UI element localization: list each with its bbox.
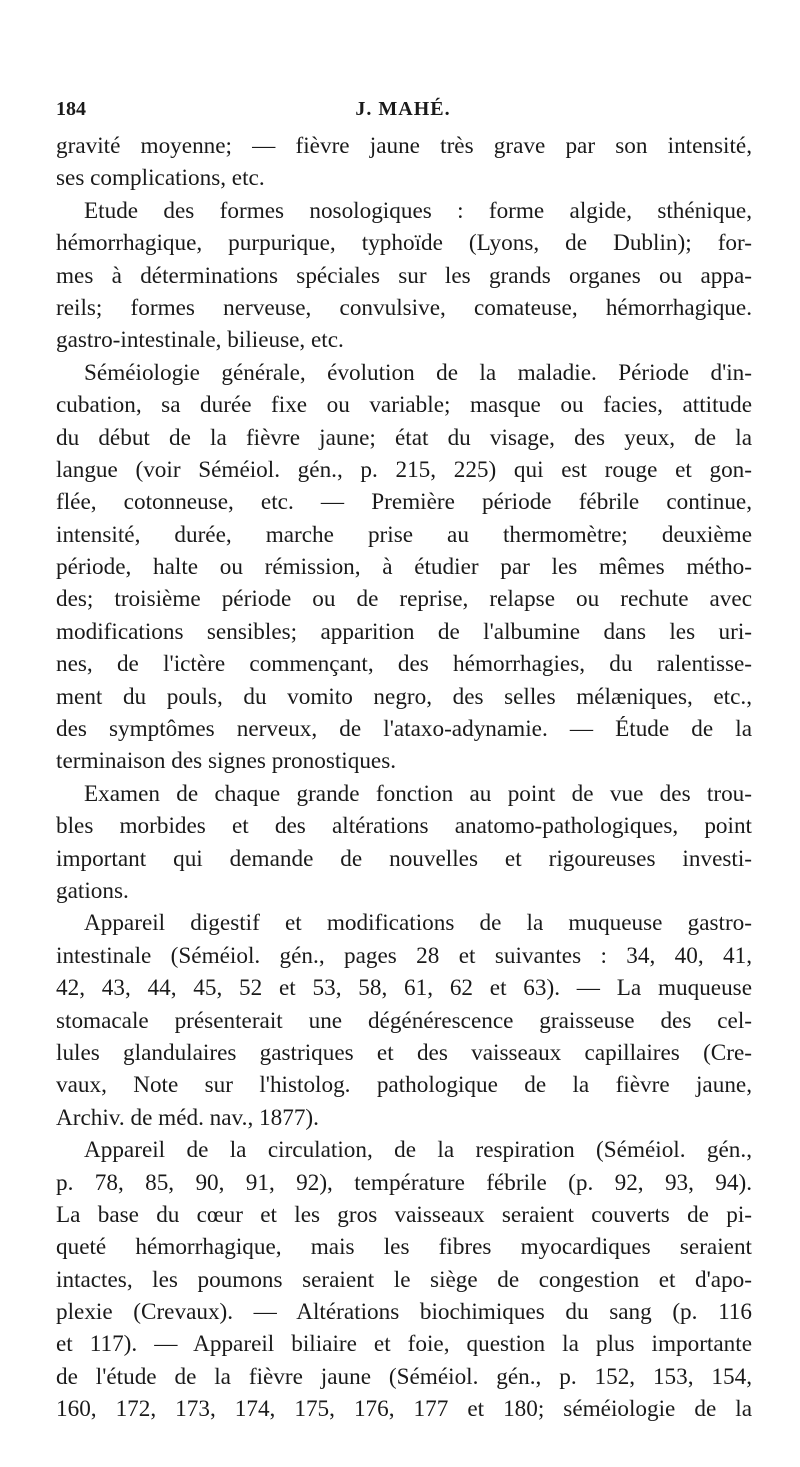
- text-line: période, halte ou rémission, à étudier par les mêmes métho-: [56, 554, 752, 581]
- text-line: Etude des formes nosologiques : forme algide, sthénique,: [84, 197, 752, 224]
- text-line: 160, 172, 173, 174, 175, 176, 177 et 180; séméiologie de la: [56, 1396, 752, 1423]
- text-line: Archiv. de méd. nav., 1877).: [56, 1104, 319, 1131]
- text-line: lules glandulaires gastriques et des vaisseaux capillaires (Cre-: [56, 1039, 752, 1066]
- text-line: hémorrhagique, purpurique, typhoïde (Lyons, de Dublin); for-: [56, 230, 752, 257]
- text-line: intactes, les poumons seraient le siège de congestion et d'apo-: [56, 1266, 752, 1293]
- text-line: ment du pouls, du vomito negro, des selles mélæniques, etc.,: [56, 683, 752, 710]
- text-line: terminaison des signes pronostiques.: [56, 748, 397, 775]
- body-text: [56, 130, 752, 1426]
- text-line: Examen de chaque grande fonction au point de vue des trou-: [84, 780, 752, 807]
- text-line: mes à déterminations spéciales sur les grands organes ou appa-: [56, 262, 752, 289]
- text-line: gastro-intestinale, bilieuse, etc.: [56, 327, 344, 354]
- text-line: vaux, Note sur l'histolog. pathologique de la fièvre jaune,: [56, 1072, 752, 1099]
- text-line: Appareil de la circulation, de la respiration (Séméiol. gén.,: [84, 1137, 752, 1164]
- text-line: des symptômes nerveux, de l'ataxo-adynamie. — Étude de la: [56, 716, 752, 743]
- text-line: bles morbides et des altérations anatomo-pathologiques, point: [56, 813, 752, 840]
- text-line: du début de la fièvre jaune; état du visage, des yeux, de la: [56, 424, 752, 451]
- text-line: et 117). — Appareil biliaire et foie, question la plus importante: [56, 1331, 752, 1358]
- running-title: J. MAHÉ.: [355, 98, 451, 120]
- text-line: modifications sensibles; apparition de l'albumine dans les uri-: [56, 618, 752, 645]
- text-line: Séméiologie générale, évolution de la maladie. Période d'in-: [84, 359, 752, 386]
- text-line: gravité moyenne; — fièvre jaune très grave par son intensité,: [56, 133, 752, 159]
- text-line: cubation, sa durée fixe ou variable; masque ou facies, attitude: [56, 392, 752, 419]
- text-line: gations.: [56, 877, 129, 904]
- text-line: flée, cotonneuse, etc. — Première période fébrile continue,: [56, 489, 752, 516]
- text-line: important qui demande de nouvelles et rigoureuses investi-: [56, 845, 752, 872]
- text-line: Appareil digestif et modifications de la muqueuse gastro-: [84, 910, 752, 937]
- text-line: ses complications, etc.: [56, 165, 265, 192]
- text-line: La base du cœur et les gros vaisseaux seraient couverts de pi-: [56, 1201, 752, 1228]
- text-line: plexie (Crevaux). — Altérations biochimiques du sang (p. 116: [56, 1299, 752, 1326]
- text-line: queté hémorrhagique, mais les fibres myocardiques seraient: [56, 1234, 752, 1261]
- text-line: p. 78, 85, 90, 91, 92), température fébrile (p. 92, 93, 94).: [56, 1169, 752, 1196]
- text-line: stomacale présenterait une dégénérescence graisseuse des cel-: [56, 1007, 752, 1034]
- text-line: reils; formes nerveuse, convulsive, comateuse, hémorrhagique.: [56, 294, 752, 321]
- page-number: 184: [56, 98, 86, 120]
- text-line: des; troisième période ou de reprise, relapse ou rechute avec: [56, 586, 752, 613]
- text-line: nes, de l'ictère commençant, des hémorrhagies, du ralentisse-: [56, 651, 752, 678]
- text-line: langue (voir Séméiol. gén., p. 215, 225) qui est rouge et gon-: [56, 456, 752, 483]
- page-header: [56, 98, 750, 128]
- text-line: de l'étude de la fièvre jaune (Séméiol. gén., p. 152, 153, 154,: [56, 1363, 752, 1390]
- text-line: intensité, durée, marche prise au thermomètre; deuxième: [56, 521, 752, 548]
- text-line: 42, 43, 44, 45, 52 et 53, 58, 61, 62 et 63). — La muqueuse: [56, 975, 752, 1002]
- text-line: intestinale (Séméiol. gén., pages 28 et suivantes : 34, 40, 41,: [56, 942, 752, 969]
